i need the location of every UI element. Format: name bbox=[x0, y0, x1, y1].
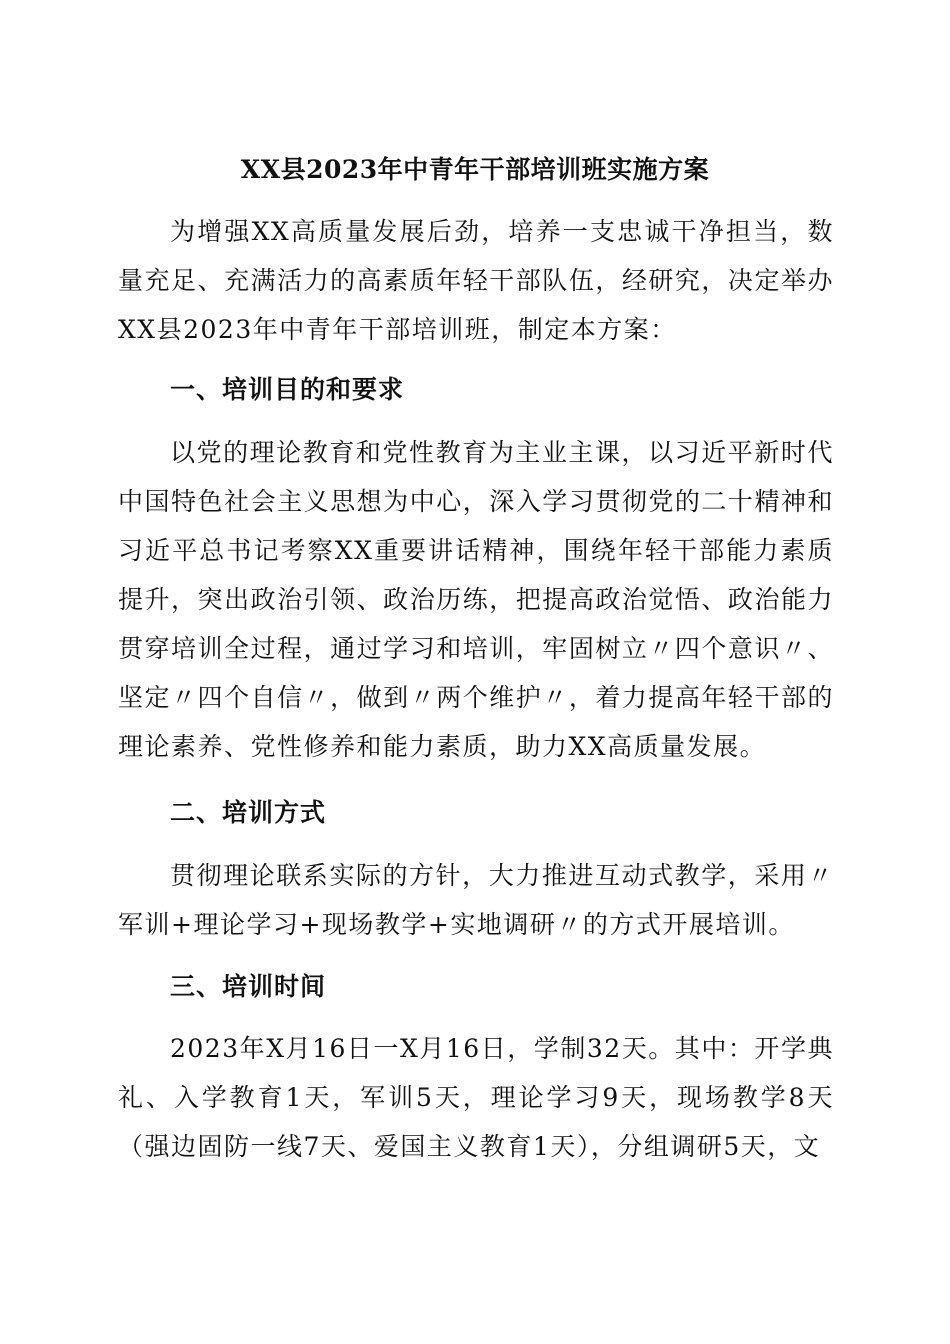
intro-paragraph: 为增强XX高质量发展后劲，培养一支忠诚干净担当，数量充足、充满活力的高素质年轻干部队伍，经研究，决定举办XX县2023年中青年干部培训班，制定本方案： bbox=[118, 217, 834, 344]
section-2-heading: 二、培训方式 bbox=[170, 798, 327, 827]
section-3-heading: 三、培训时间 bbox=[170, 972, 327, 1001]
document-title: XX县2023年中青年干部培训班实施方案 bbox=[240, 155, 710, 184]
section-3-body: 2023年X月16日一X月16日，学制32天。其中：开学典礼、入学教育1天，军训5天，理论学习9天，现场教学8天（强边固防一线7天、爱国主义教育1天），分组调研5天，文 bbox=[118, 1034, 834, 1161]
section-1-heading: 一、培训目的和要求 bbox=[170, 375, 405, 404]
section-1-body: 以党的理论教育和党性教育为主业主课，以习近平新时代中国特色社会主义思想为中心，深入学习贯彻党的二十精神和习近平总书记考察XX重要讲话精神，围绕年轻干部能力素质提升，突出政治引领、政治历练，把提高政治觉悟、政治能力贯穿培训全过程，通过学习和培训，牢固树立〃四个意识〃、坚定〃四个自信〃，做到〃两个维护〃，着力提高年轻干部的理论素养、党性修养和能力素质，助力XX高质量发展。 bbox=[118, 438, 834, 761]
section-2-body: 贯彻理论联系实际的方针，大力推进互动式教学，采用〃军训+理论学习+现场教学+实地调研〃的方式开展培训。 bbox=[118, 861, 834, 939]
